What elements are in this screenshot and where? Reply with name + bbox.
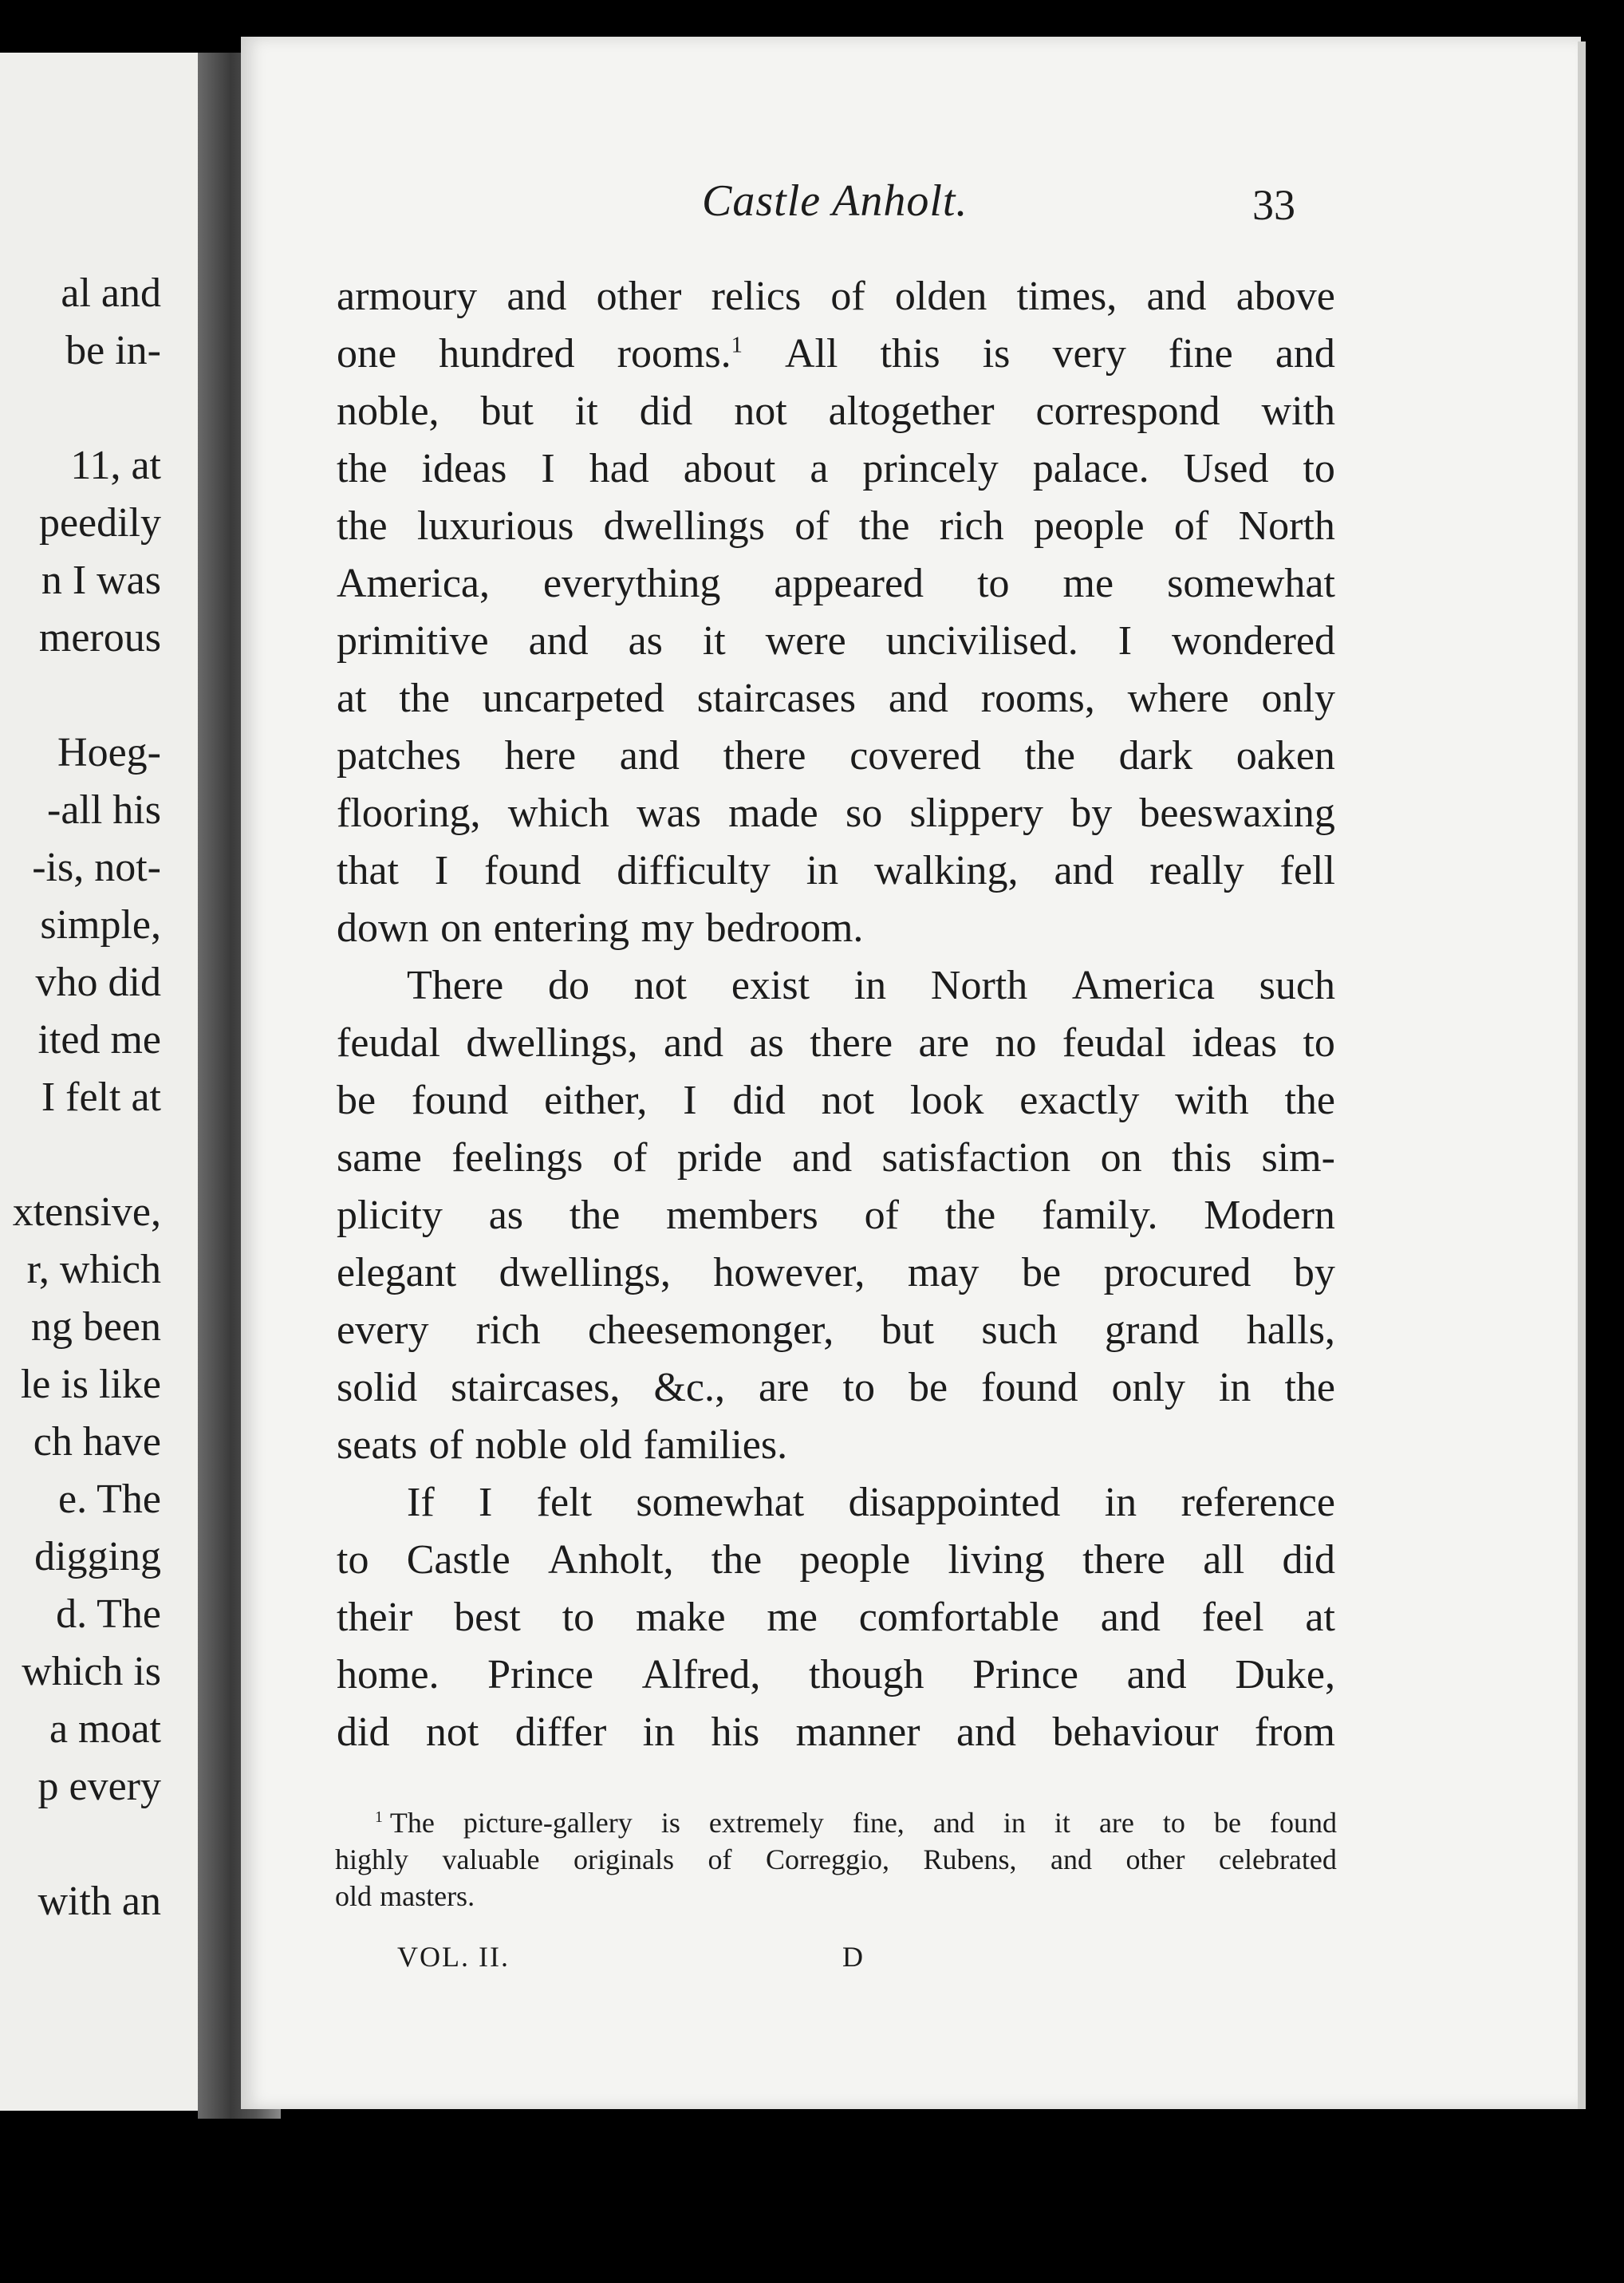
body-text bbox=[337, 268, 1335, 1761]
previous-page-line: digging bbox=[34, 1534, 161, 1579]
previous-page-line: peedily bbox=[38, 500, 161, 546]
previous-page-line: le is like bbox=[20, 1362, 161, 1407]
body-line: the ideas I had about a princely palace. Used to bbox=[337, 446, 1335, 491]
footnote bbox=[335, 1804, 1337, 1914]
body-line: same feelings of pride and satisfaction on this sim- bbox=[337, 1135, 1335, 1181]
previous-page-text bbox=[2, 265, 161, 1930]
previous-page-line: e. The bbox=[58, 1477, 161, 1522]
page-number: 33 bbox=[1252, 181, 1295, 229]
body-line: at the uncarpeted staircases and rooms, where only bbox=[337, 676, 1335, 721]
previous-page-line: xtensive, bbox=[12, 1189, 161, 1235]
previous-page-line: 11, at bbox=[70, 443, 161, 488]
previous-page-line: Hoeg- bbox=[57, 730, 161, 775]
body-line: America, everything appeared to me somewhat bbox=[337, 561, 1335, 606]
body-line: elegant dwellings, however, may be procured by bbox=[337, 1250, 1335, 1295]
previous-page-line: al and bbox=[61, 270, 161, 316]
signature-letter: D bbox=[842, 1941, 863, 1973]
previous-page-line: p every bbox=[37, 1764, 161, 1809]
body-line: did not differ in his manner and behaviour from bbox=[337, 1709, 1335, 1755]
previous-page-line: n I was bbox=[41, 558, 161, 603]
body-line: every rich cheesemonger, but such grand halls, bbox=[337, 1307, 1335, 1353]
body-line: home. Prince Alfred, though Prince and Duke, bbox=[337, 1652, 1335, 1697]
body-line: plicity as the members of the family. Modern bbox=[337, 1193, 1335, 1238]
previous-page-line: ng been bbox=[30, 1304, 161, 1350]
previous-page-line: -all his bbox=[47, 787, 161, 833]
previous-page-line bbox=[2, 380, 161, 437]
body-line: primitive and as it were uncivilised. I wondered bbox=[337, 618, 1335, 664]
body-line: feudal dwellings, and as there are no feudal ideas to bbox=[337, 1020, 1335, 1066]
footnote-line: highly valuable originals of Correggio, Rubens, and other celebrated bbox=[335, 1843, 1337, 1875]
body-line: their best to make me comfortable and feel at bbox=[337, 1595, 1335, 1640]
page-edge bbox=[1578, 41, 1586, 2109]
volume-signature: VOL. II. bbox=[397, 1941, 510, 1973]
body-line: noble, but it did not altogether correspond with bbox=[337, 388, 1335, 434]
previous-page-line: which is bbox=[22, 1649, 161, 1694]
previous-page-line: with an bbox=[37, 1879, 161, 1924]
previous-page-line: d. The bbox=[56, 1591, 161, 1637]
previous-page-line bbox=[2, 1126, 161, 1184]
previous-page-line bbox=[2, 667, 161, 724]
body-line: that I found difficulty in walking, and really fell bbox=[337, 848, 1335, 893]
previous-page-line bbox=[2, 1816, 161, 1873]
body-line: the luxurious dwellings of the rich people of North bbox=[337, 503, 1335, 549]
body-line: patches here and there covered the dark oaken bbox=[337, 733, 1335, 779]
previous-page-line: merous bbox=[38, 615, 161, 660]
body-line: to Castle Anholt, the people living there all did bbox=[337, 1537, 1335, 1583]
body-line: There do not exist in North America such bbox=[407, 963, 1335, 1008]
footnote-line: $^1$ The picture-gallery is extremely fine, and in it are to be found bbox=[375, 1807, 1337, 1839]
body-line: If I felt somewhat disappointed in reference bbox=[407, 1480, 1335, 1525]
previous-page-line: -is, not- bbox=[32, 845, 161, 890]
previous-page-line: ch have bbox=[33, 1419, 161, 1465]
previous-page-line: vho did bbox=[35, 960, 161, 1005]
previous-page-line: ited me bbox=[37, 1017, 161, 1063]
body-line: armoury and other relics of olden times, and above bbox=[337, 274, 1335, 319]
previous-page bbox=[0, 53, 231, 2111]
body-line: seats of noble old families. bbox=[337, 1422, 788, 1468]
body-line: be found either, I did not look exactly with the bbox=[337, 1078, 1335, 1123]
body-line: solid staircases, &c., are to be found only in the bbox=[337, 1365, 1335, 1410]
footnote-line: old masters. bbox=[335, 1880, 475, 1912]
body-line: down on entering my bedroom. bbox=[337, 905, 864, 951]
previous-page-line: r, which bbox=[26, 1247, 161, 1292]
previous-page-line: simple, bbox=[40, 902, 161, 948]
body-line: flooring, which was made so slippery by beeswaxing bbox=[337, 791, 1335, 836]
body-line: one hundred rooms.$^1$ All this is very fine and bbox=[337, 331, 1335, 377]
previous-page-line: a moat bbox=[49, 1706, 161, 1752]
running-title: Castle Anholt. bbox=[702, 176, 968, 226]
previous-page-line: be in- bbox=[65, 328, 161, 373]
previous-page-line: I felt at bbox=[41, 1074, 161, 1120]
